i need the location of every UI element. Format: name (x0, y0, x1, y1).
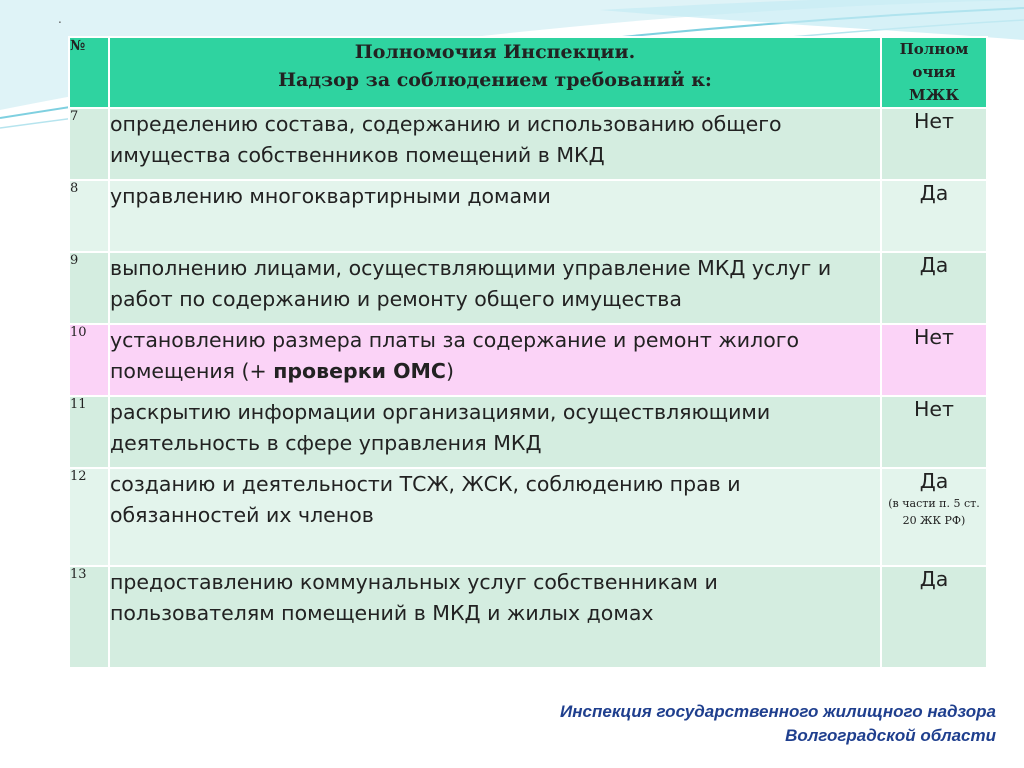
powers-table (68, 36, 988, 669)
header-number: № (69, 37, 109, 108)
row-answer: Нет (881, 108, 987, 180)
row-answer (881, 468, 987, 566)
row-answer: Да (881, 252, 987, 324)
row-text: управлению многоквартирными домами (109, 180, 881, 252)
row-text: раскрытию информации организациями, осуществляющими деятельность в сфере управления МКД (109, 396, 881, 468)
table-header-row (69, 37, 987, 108)
row-answer: Да (881, 566, 987, 668)
row-text: созданию и деятельности ТСЖ, ЖСК, соблюдению прав и обязанностей их членов (109, 468, 881, 566)
table-row-highlighted (69, 324, 987, 396)
header-mjk-line3: МЖК (909, 86, 959, 104)
row-number: 12 (69, 468, 109, 566)
row-number: 9 (69, 252, 109, 324)
row-text-part: установлению размера платы за содержание и ремонт жилого помещения (+ (110, 328, 800, 383)
row-number: 11 (69, 396, 109, 468)
table-row (69, 566, 987, 668)
row-answer-note: (в части п. 5 ст. 20 ЖК РФ) (888, 497, 980, 527)
table-row (69, 108, 987, 180)
footer-line1: Инспекция государственного жилищного надзора (560, 702, 996, 721)
header-mjk (881, 37, 987, 108)
row-number: 8 (69, 180, 109, 252)
table-row (69, 252, 987, 324)
header-mjk-line1: Полном (899, 40, 969, 58)
row-answer: Да (881, 180, 987, 252)
row-number: 7 (69, 108, 109, 180)
header-title (109, 37, 881, 108)
row-answer: Нет (881, 324, 987, 396)
header-mjk-line2: очия (912, 63, 956, 81)
table-row (69, 396, 987, 468)
header-title-line1: Полномочия Инспекции. (354, 41, 636, 63)
row-text-part-end: ) (445, 359, 454, 383)
row-number: 10 (69, 324, 109, 396)
decorative-dot: . (58, 12, 62, 26)
table-row (69, 180, 987, 252)
row-text: предоставлению коммунальных услуг собственникам и пользователям помещений в МКД и жилых домах (109, 566, 881, 668)
footer-organization (560, 700, 996, 748)
table-row (69, 468, 987, 566)
header-title-line2: Надзор за соблюдением требований к: (278, 69, 712, 91)
footer-line2: Волгоградской области (785, 726, 996, 745)
row-text: выполнению лицами, осуществляющими управление МКД услуг и работ по содержанию и ремонту общего имущества (109, 252, 881, 324)
row-answer: Нет (881, 396, 987, 468)
row-text: определению состава, содержанию и использованию общего имущества собственников помещений в МКД (109, 108, 881, 180)
row-number: 13 (69, 566, 109, 668)
row-text-bold: проверки ОМС (273, 359, 446, 383)
row-text (109, 324, 881, 396)
row-answer-value: Да (919, 469, 949, 493)
